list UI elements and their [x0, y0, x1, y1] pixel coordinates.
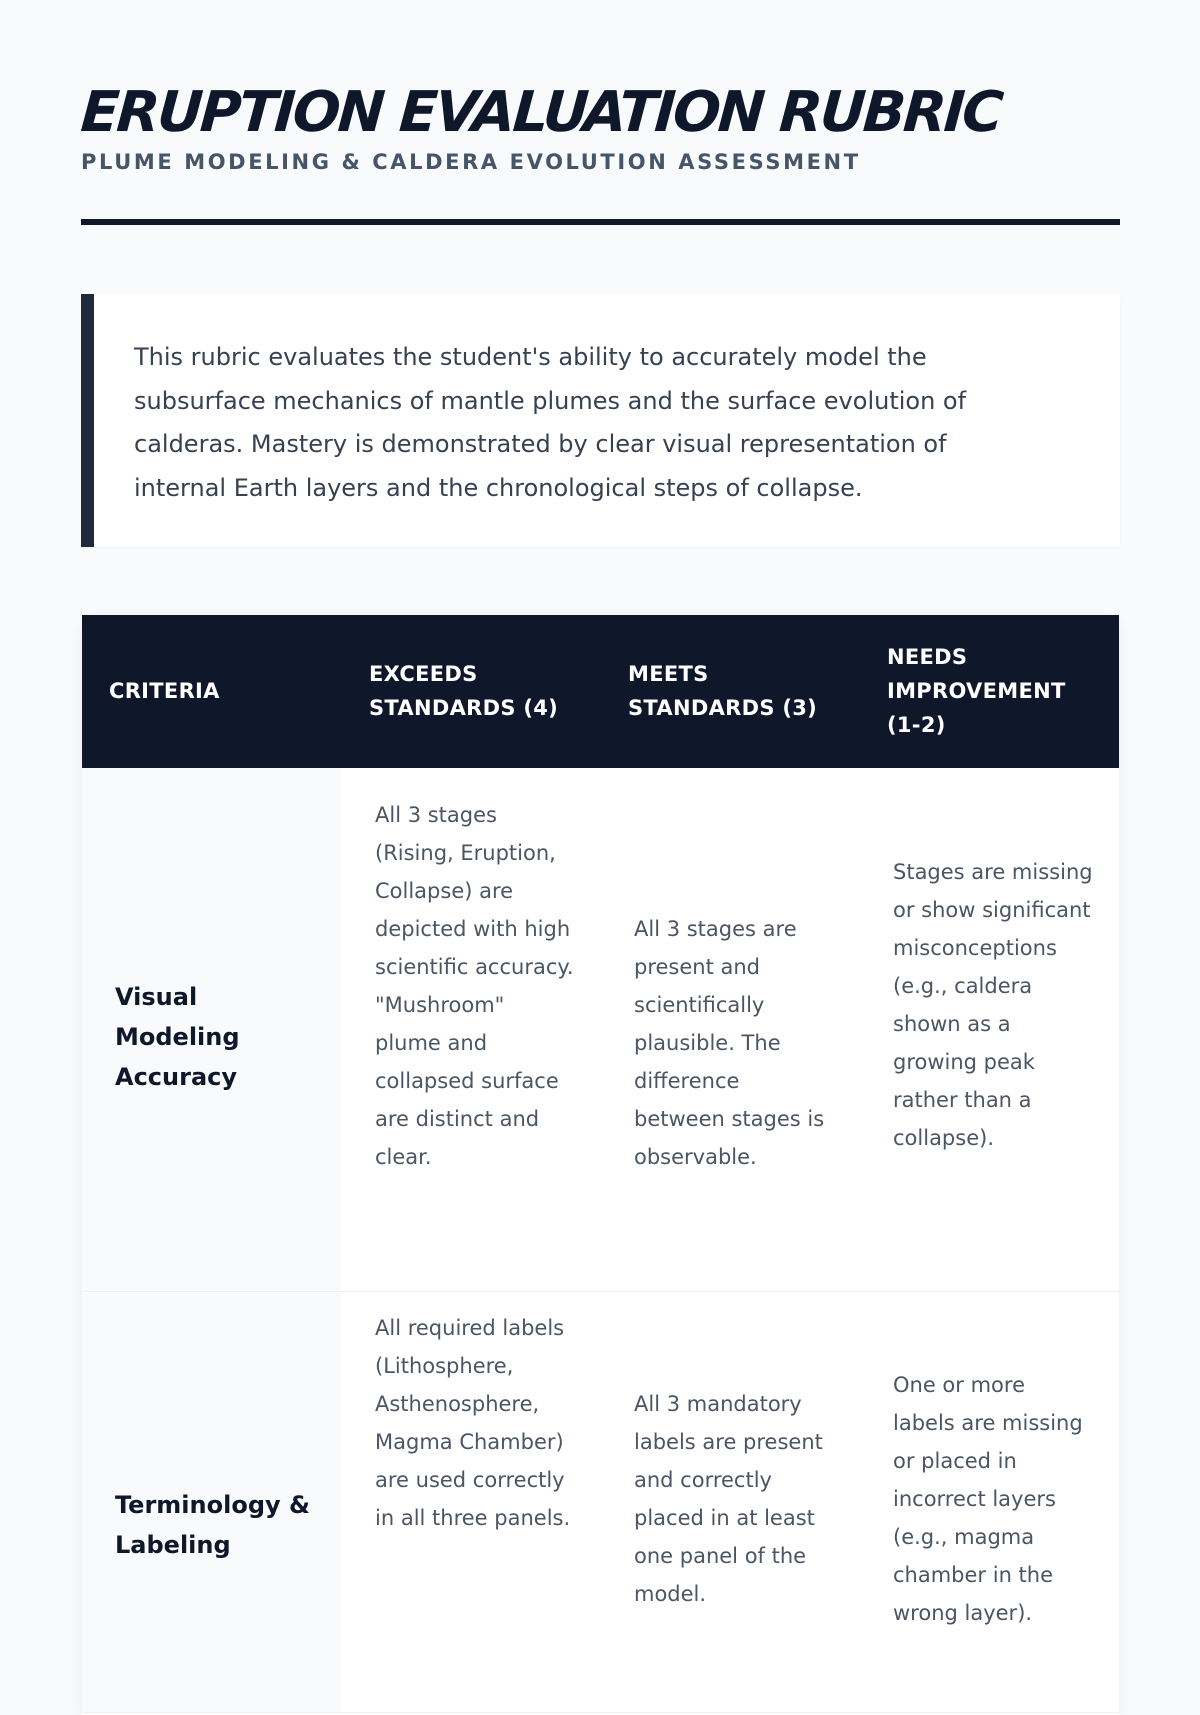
criteria-cell	[82, 1293, 341, 1712]
header-needs: NEEDS IMPROVEMENT (1-2)	[887, 645, 1066, 737]
needs-description: Stages are missing or show significant misconceptions (e.g., caldera shown as a growing peak rather than a collapse).	[893, 860, 1093, 1150]
criteria-cell	[82, 768, 341, 1291]
criteria-label: Visual Modeling Accuracy	[115, 983, 240, 1091]
intro-callout	[81, 294, 1120, 547]
exceeds-description: All 3 stages (Rising, Eruption, Collapse) are depicted with high scientific accuracy. "Mushroom" plume and collapsed surface are distinct and clear.	[375, 803, 574, 1169]
header-criteria: CRITERIA	[109, 679, 220, 703]
criteria-label: Terminology & Labeling	[115, 1491, 310, 1559]
needs-description: One or more labels are missing or placed in incorrect layers (e.g., magma chamber in the wrong layer).	[893, 1373, 1083, 1625]
page-title: ERUPTION EVALUATION RUBRIC	[78, 80, 1004, 145]
table-row	[82, 1293, 1119, 1713]
header-meets: MEETS STANDARDS (3)	[628, 662, 818, 720]
exceeds-description: All required labels (Lithosphere, Asthenosphere, Magma Chamber) are used correctly in all three panels.	[375, 1316, 571, 1530]
header-exceeds: EXCEEDS STANDARDS (4)	[369, 662, 559, 720]
intro-text: This rubric evaluates the student's ability to accurately model the subsurface mechanics of mantle plumes and the surface evolution of calderas. Mastery is demonstrated by clear visual representation of internal Earth layers and the chronological steps of collapse.	[134, 343, 967, 502]
table-row	[82, 768, 1119, 1292]
table-header	[82, 615, 1119, 768]
page-subtitle: PLUME MODELING & CALDERA EVOLUTION ASSESSMENT	[81, 150, 861, 174]
meets-description: All 3 stages are present and scientifically plausible. The difference between stages is observable.	[634, 917, 825, 1169]
rubric-table	[82, 615, 1119, 1715]
meets-description: All 3 mandatory labels are present and correctly placed in at least one panel of the model.	[634, 1392, 823, 1606]
title-divider	[81, 219, 1120, 225]
